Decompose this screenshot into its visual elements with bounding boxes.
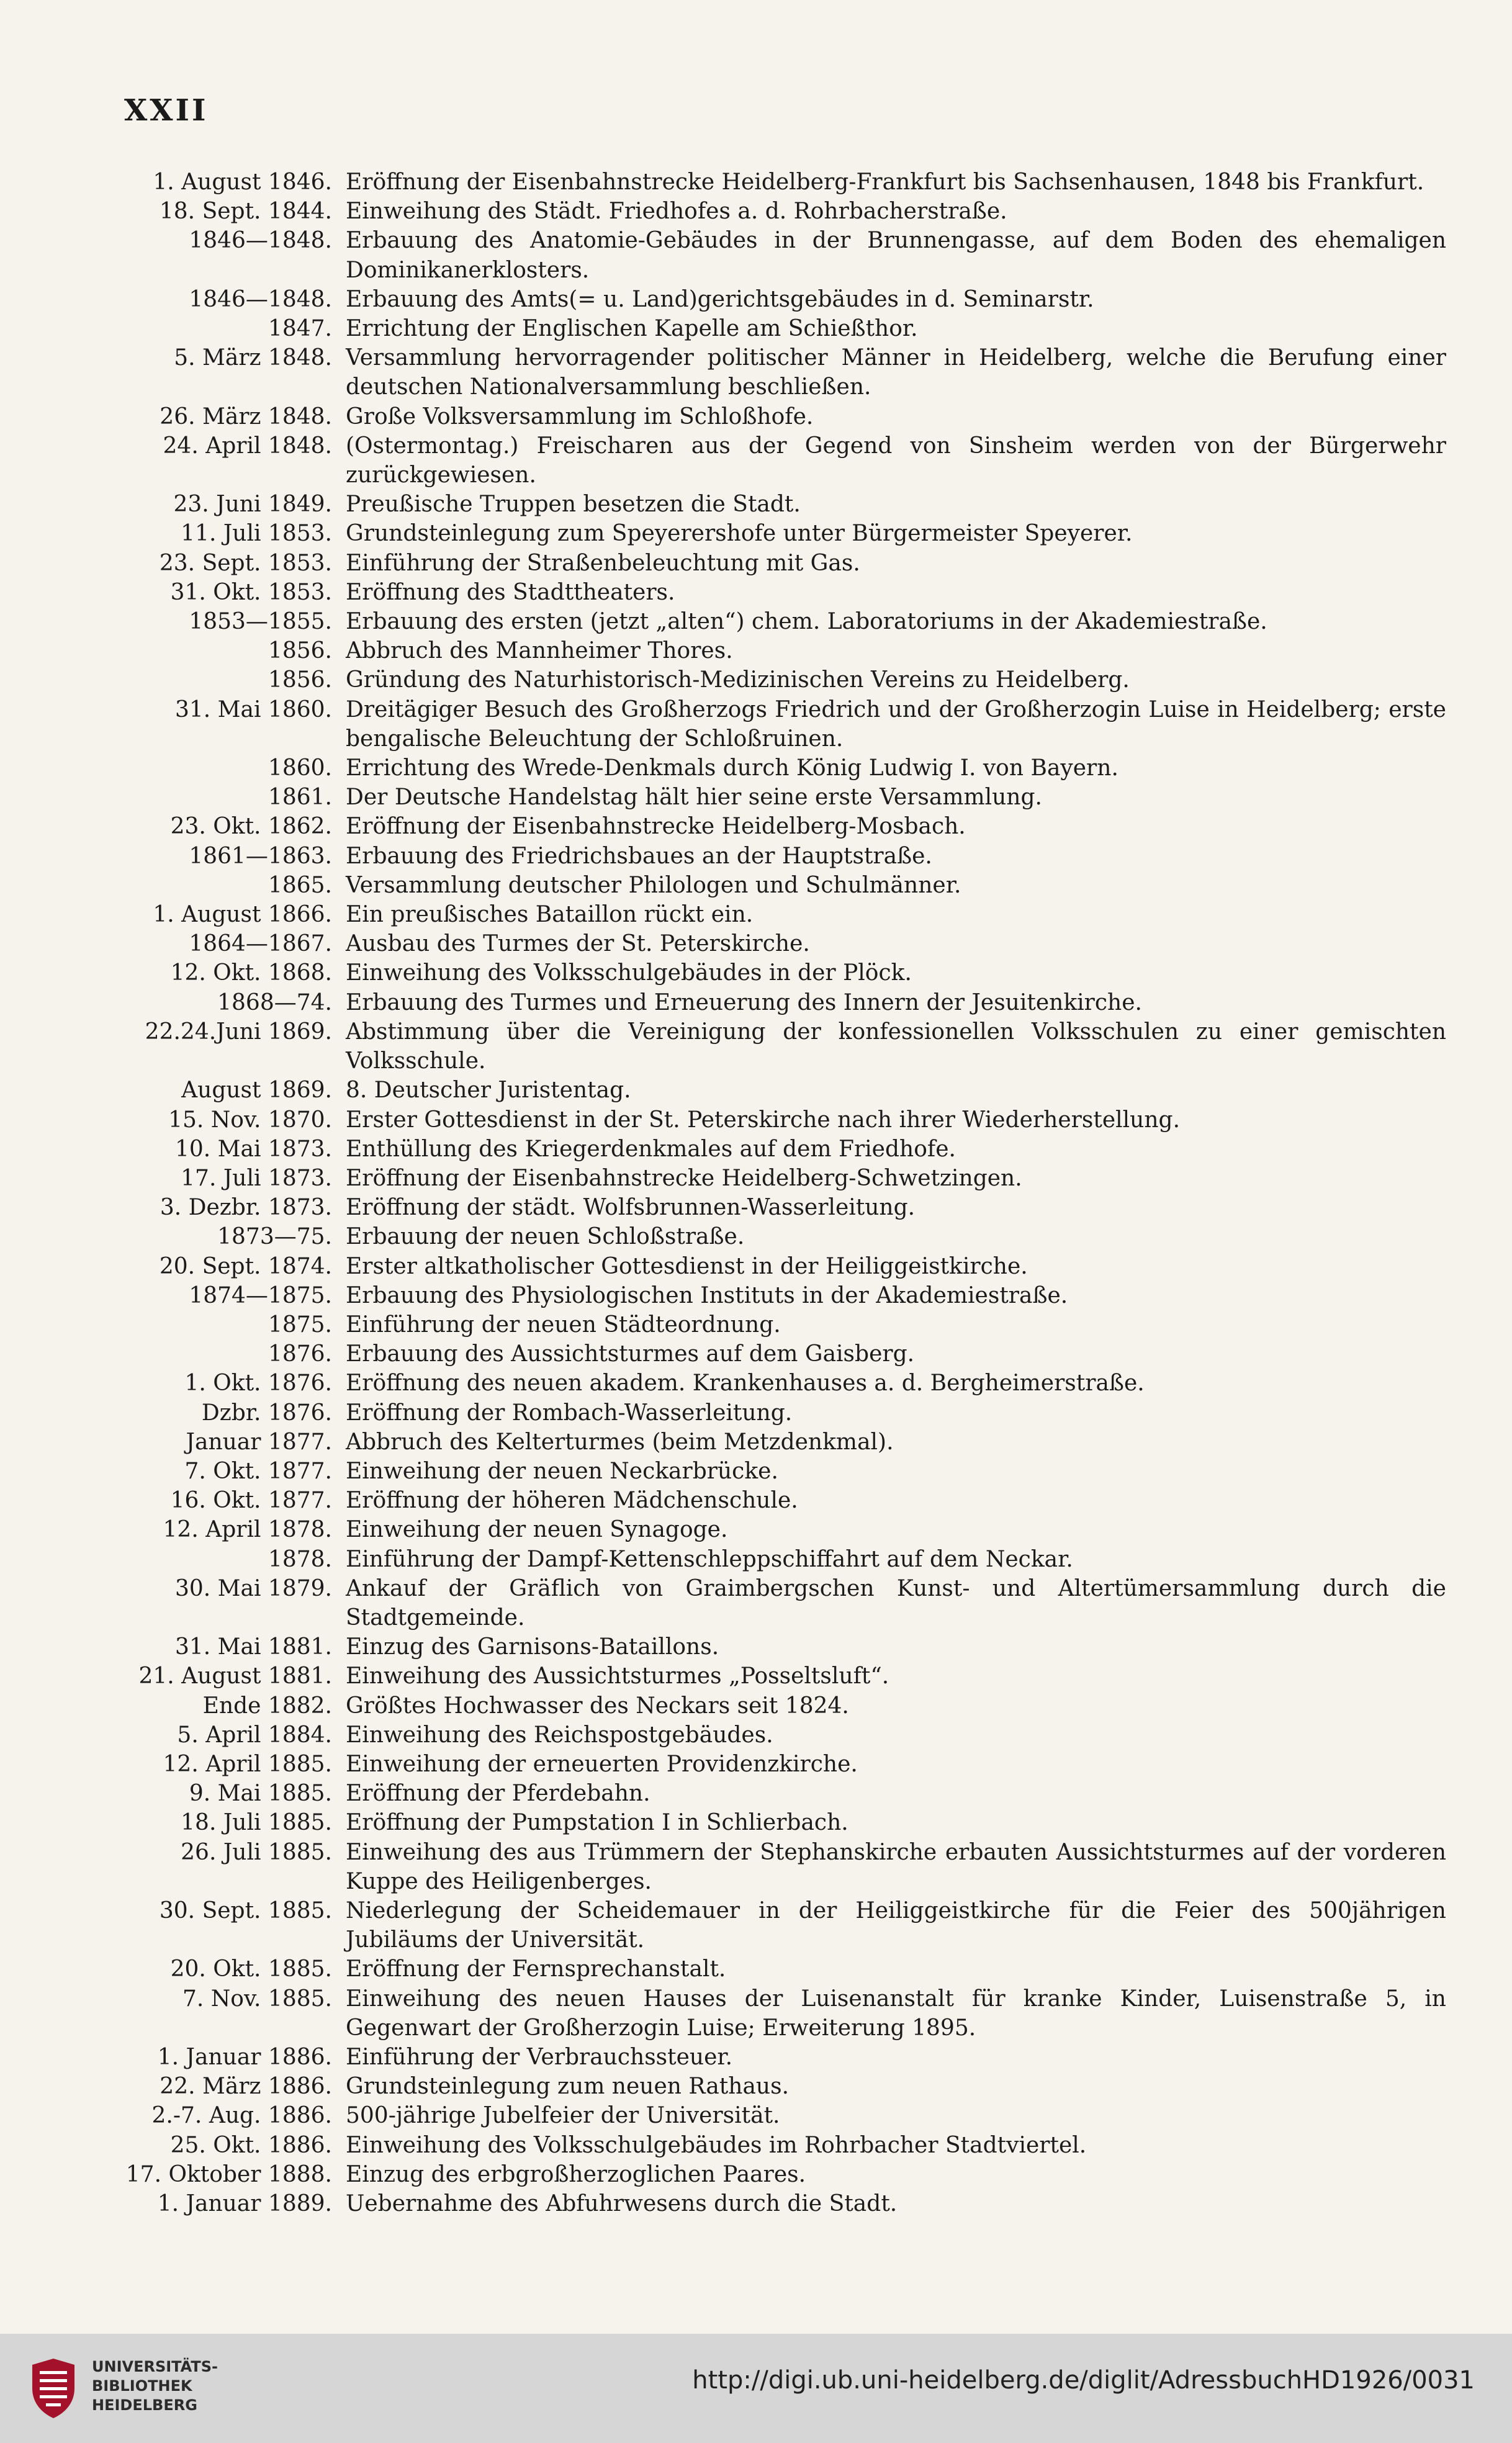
chronicle-entry [106,519,1446,548]
entry-date: 10. Mai 1873. [174,1136,332,1162]
chronicle-entry [106,1486,1446,1515]
chronicle-entry [106,1457,1446,1486]
entry-date: 1876. [268,1341,332,1367]
entry-event: Einweihung des Volksschulgebäudes im Rohrbacher Stadtviertel. [346,2132,1087,2158]
entry-event: Einweihung des Reichspostgebäudes. [346,1722,773,1748]
chronicle-entry [106,2189,1446,2218]
chronicle-entry [106,636,1446,665]
library-name-line: HEIDELBERG [92,2396,197,2414]
chronicle-entry [106,1574,1446,1632]
chronicle-entry [106,1105,1446,1135]
entry-date: 1853—1855. [189,609,332,635]
chronicle-entry [106,1779,1446,1808]
entry-event: (Ostermontag.) Freischaren aus der Gegend von Sinsheim werden von der Bürgerwehr zurückgewiesen. [346,433,1446,488]
entry-event: Erbauung des Amts(= u. Land)gerichtsgebäudes in d. Seminarstr. [346,286,1094,312]
entry-date: 11. Juli 1853. [181,521,332,547]
chronicle-entry [106,285,1446,314]
entry-event: Erbauung der neuen Schloßstraße. [346,1224,745,1250]
entry-date: 12. April 1885. [163,1751,332,1777]
entry-event: Der Deutsche Handelstag hält hier seine erste Versammlung. [346,785,1042,811]
entry-event: Enthüllung des Kriegerdenkmales auf dem Friedhofe. [346,1136,956,1162]
chronicle-entry [106,871,1446,900]
entry-date: 1. August 1846. [153,169,332,195]
entry-date: 1873—75. [217,1224,332,1250]
entry-event: Abstimmung über die Vereinigung der konfessionellen Volksschulen zu einer gemischten Volksschule. [346,1019,1446,1074]
entry-event: Preußische Truppen besetzen die Stadt. [346,492,801,518]
chronicle-entry [106,1721,1446,1750]
entry-event: 8. Deutscher Juristentag. [346,1078,631,1104]
chronicle-entry [106,1896,1446,1955]
entry-event: Grundsteinlegung zum Speyerershofe unter Bürgermeister Speyerer. [346,521,1133,547]
entry-event: Einweihung des Aussichtsturmes „Posseltsluft“. [346,1663,889,1689]
entry-event: Niederlegung der Scheidemauer in der Heiliggeistkirche für die Feier des 500jährigen Jubiläums der Universität. [346,1897,1446,1953]
chronicle-entry [106,1164,1446,1193]
entry-event: Einweihung des neuen Hauses der Luisenanstalt für kranke Kinder, Luisenstraße 5, in Gegenwart der Großherzogin Luise; Erweiterung 1895. [346,1986,1446,2041]
entry-date: 30. Mai 1879. [174,1575,332,1601]
entry-date: 1868—74. [217,989,332,1015]
chronicle-entry [106,607,1446,636]
entry-event: Versammlung deutscher Philologen und Schulmänner. [346,872,961,898]
chronicle-entry [106,1252,1446,1281]
entry-date: Ende 1882. [202,1693,332,1719]
chronicle-entry [106,2160,1446,2189]
entry-date: 23. Okt. 1862. [170,814,332,840]
entry-date: 15. Nov. 1870. [168,1107,332,1133]
chronicle-entry [106,1662,1446,1691]
chronicle-entry [106,900,1446,929]
chronicle-entry [106,695,1446,754]
entry-event: Eröffnung der städt. Wolfsbrunnen-Wasserleitung. [346,1195,916,1221]
entry-event: Abbruch des Kelterturmes (beim Metzdenkmal). [346,1429,894,1455]
chronicle-entry [106,168,1446,197]
chronicle-entry [106,1428,1446,1457]
entry-date: 1860. [268,755,332,781]
entry-event: Einweihung der neuen Neckarbrücke. [346,1458,778,1484]
entry-event: Einweihung der erneuerten Providenzkirche. [346,1751,858,1777]
entry-event: Ein preußisches Bataillon rückt ein. [346,902,754,928]
entry-date: 20. Okt. 1885. [170,1956,332,1982]
entry-event: Einführung der neuen Städteordnung. [346,1311,781,1338]
source-url-link[interactable]: http://digi.ub.uni-heidelberg.de/diglit/AdressbuchHD1926/0031 [692,2366,1475,2395]
entry-date: 18. Juli 1885. [181,1810,332,1836]
entry-date: 17. Oktober 1888. [125,2161,332,2187]
entry-event: Einzug des Garnisons-Bataillons. [346,1634,719,1660]
entry-date: 16. Okt. 1877. [170,1488,332,1514]
entry-event: Eröffnung der Eisenbahnstrecke Heidelberg-Frankfurt bis Sachsenhausen, 1848 bis Frankfurt. [346,169,1424,195]
chronicle-entry [106,1750,1446,1779]
entry-event: Erbauung des Physiologischen Instituts in der Akademiestraße. [346,1282,1068,1308]
entry-event: Eröffnung der Pumpstation I in Schlierbach. [346,1810,848,1836]
chronicle-entry [106,1545,1446,1574]
entry-date: 22.24.Juni 1869. [145,1019,332,1045]
library-seal-icon [25,2356,82,2421]
entry-date: 20. Sept. 1874. [159,1253,332,1279]
chronicle-entry [106,1222,1446,1251]
entry-event: Einführung der Dampf-Kettenschleppschiffahrt auf dem Neckar. [346,1546,1073,1572]
chronicle-entry [106,2043,1446,2072]
chronicle-entry [106,754,1446,783]
entry-event: Errichtung des Wrede-Denkmals durch König Ludwig I. von Bayern. [346,755,1118,781]
entry-date: 12. Okt. 1868. [170,960,332,986]
entry-event: Erster Gottesdienst in der St. Peterskirche nach ihrer Wiederherstellung. [346,1107,1181,1133]
entry-date: 1865. [268,872,332,898]
entry-event: Eröffnung des Stadttheaters. [346,579,675,605]
entry-event: Dreitägiger Besuch des Großherzogs Friedrich und der Großherzogin Luise in Heidelberg; erste bengalische Beleuchtung der Schloßruinen. [346,696,1446,752]
chronicle-entry [106,1310,1446,1339]
chronicle-entry [106,1193,1446,1222]
entry-event: Erster altkatholischer Gottesdienst in der Heiliggeistkirche. [346,1253,1028,1279]
entry-event: Ankauf der Gräflich von Graimbergschen Kunst- und Altertümersammlung durch die Stadtgemeinde. [346,1575,1446,1631]
entry-date: 21. August 1881. [138,1663,332,1689]
chronicle-entry [106,226,1446,284]
entry-date: 3. Dezbr. 1873. [160,1195,332,1221]
entry-date: 17. Juli 1873. [181,1165,332,1191]
entry-date: 31. Mai 1881. [174,1634,332,1660]
entry-event: Einweihung der neuen Synagoge. [346,1517,728,1543]
library-name-line: BIBLIOTHEK [92,2377,192,2395]
entry-date: 1856. [268,667,332,693]
entry-date: 1856. [268,638,332,664]
entry-event: Einweihung des aus Trümmern der Stephanskirche erbauten Aussichtsturmes auf der vorderen Kuppe des Heiligenberges. [346,1839,1446,1894]
entry-event: Versammlung hervorragender politischer Männer in Heidelberg, welche die Berufung einer deutschen Nationalversammlung beschließen. [346,345,1446,400]
chronicle-entry [106,402,1446,431]
entry-date: 1. Januar 1886. [157,2045,332,2070]
library-name [92,2357,218,2415]
entry-event: Eröffnung der Pferdebahn. [346,1781,650,1807]
entry-event: Gründung des Naturhistorisch-Medizinischen Vereins zu Heidelberg. [346,667,1130,693]
entry-event: Einführung der Verbrauchssteuer. [346,2045,733,2070]
entry-event: Erbauung des Friedrichsbaues an der Hauptstraße. [346,843,932,869]
entry-date: 1846—1848. [189,286,332,312]
chronicle-entry [106,1984,1446,2043]
page-number: XXII [124,93,209,128]
entry-date: 1874—1875. [189,1282,332,1308]
entry-date: 18. Sept. 1844. [159,199,332,225]
entry-event: Ausbau des Turmes der St. Peterskirche. [346,931,810,957]
chronicle-entry [106,1369,1446,1398]
chronicle-entry [106,1339,1446,1369]
chronicle-entry [106,2101,1446,2130]
chronicle-entry [106,958,1446,988]
chronicle-entry [106,1808,1446,1837]
chronicle-entry [106,1632,1446,1662]
entry-date: 1875. [268,1311,332,1338]
entry-event: Einweihung des Städt. Friedhofes a. d. Rohrbacherstraße. [346,199,1007,225]
entry-date: 24. April 1848. [163,433,332,459]
entry-date: 30. Sept. 1885. [159,1897,332,1923]
chronicle-entry [106,314,1446,343]
entry-date: 12. April 1878. [163,1517,332,1543]
entry-date: 1847. [268,316,332,342]
entry-date: Januar 1877. [186,1429,332,1455]
chronicle-entry [106,578,1446,607]
entry-date: 1. Okt. 1876. [184,1370,332,1397]
entry-event: Grundsteinlegung zum neuen Rathaus. [346,2074,790,2100]
chronicle-entry [106,2131,1446,2160]
chronicle-entry [106,1281,1446,1310]
chronicle-entry [106,665,1446,695]
entry-date: 1864—1867. [189,931,332,957]
entry-event: Eröffnung der höheren Mädchenschule. [346,1488,798,1514]
entry-date: 23. Juni 1849. [173,492,332,518]
chronicle-entry [106,988,1446,1017]
entry-event: Abbruch des Mannheimer Thores. [346,638,733,664]
entry-date: 31. Okt. 1853. [170,579,332,605]
viewer-footer [0,2334,1512,2443]
chronicle-entry [106,197,1446,226]
entry-date: 22. März 1886. [160,2074,332,2100]
chronicle-entry [106,490,1446,519]
entry-event: Erbauung des ersten (jetzt „alten“) chem. Laboratoriums in der Akademiestraße. [346,609,1267,635]
entry-date: 1861—1863. [189,843,332,869]
chronicle-entry [106,1955,1446,1984]
chronicle-entry [106,1838,1446,1896]
entry-event: Erbauung des Aussichtsturmes auf dem Gaisberg. [346,1341,915,1367]
entry-event: Eröffnung der Rombach-Wasserleitung. [346,1400,793,1426]
entry-date: 1878. [268,1546,332,1572]
entry-date: 7. Nov. 1885. [182,1986,332,2012]
entry-date: 1. August 1866. [153,902,332,928]
chronicle-entry [106,1398,1446,1428]
chronicle-entry [106,2072,1446,2101]
entry-date: 5. März 1848. [174,345,332,371]
entry-date: 31. Mai 1860. [174,696,332,722]
chronicle-entry [106,783,1446,812]
library-name-line: UNIVERSITÄTS- [92,2358,218,2375]
chronicle-entry [106,1017,1446,1076]
entry-event: Größtes Hochwasser des Neckars seit 1824. [346,1693,849,1719]
entry-date: 1. Januar 1889. [157,2191,332,2217]
chronicle-entry [106,1135,1446,1164]
chronicle-entry [106,842,1446,871]
chronicle-entry [106,549,1446,578]
entry-event: 500-jährige Jubelfeier der Universität. [346,2103,780,2129]
entry-date: 25. Okt. 1886. [170,2132,332,2158]
entry-date: 1861. [268,785,332,811]
entry-event: Erbauung des Anatomie-Gebäudes in der Brunnengasse, auf dem Boden des ehemaligen Dominikanerklosters. [346,228,1446,283]
entry-event: Eröffnung der Fernsprechanstalt. [346,1956,726,1982]
entry-event: Erbauung des Turmes und Erneuerung des Innern der Jesuitenkirche. [346,989,1142,1015]
entry-event: Errichtung der Englischen Kapelle am Schießthor. [346,316,918,342]
entry-date: 2.-7. Aug. 1886. [151,2103,332,2129]
entry-date: 23. Sept. 1853. [159,550,332,576]
entry-date: Dzbr. 1876. [201,1400,332,1426]
entry-date: August 1869. [181,1078,332,1104]
entry-date: 1846—1848. [189,228,332,254]
entry-event: Einzug des erbgroßherzoglichen Paares. [346,2161,806,2187]
chronicle-list [106,168,1446,2218]
chronicle-entry [106,343,1446,402]
chronicle-entry [106,812,1446,841]
entry-event: Uebernahme des Abfuhrwesens durch die Stadt. [346,2191,898,2217]
chronicle-entry [106,431,1446,490]
entry-event: Einführung der Straßenbeleuchtung mit Gas. [346,550,860,576]
entry-event: Einweihung des Volksschulgebäudes in der Plöck. [346,960,912,986]
entry-event: Große Volksversammlung im Schloßhofe. [346,403,814,430]
entry-event: Eröffnung der Eisenbahnstrecke Heidelberg-Schwetzingen. [346,1165,1022,1191]
entry-date: 26. März 1848. [160,403,332,430]
entry-date: 9. Mai 1885. [189,1781,332,1807]
chronicle-entry [106,1076,1446,1105]
entry-event: Eröffnung der Eisenbahnstrecke Heidelberg-Mosbach. [346,814,966,840]
entry-date: 26. Juli 1885. [181,1839,332,1865]
chronicle-entry [106,1691,1446,1721]
chronicle-entry [106,929,1446,958]
entry-date: 5. April 1884. [177,1722,332,1748]
chronicle-entry [106,1515,1446,1544]
entry-date: 7. Okt. 1877. [184,1458,332,1484]
entry-event: Eröffnung des neuen akadem. Krankenhauses a. d. Bergheimerstraße. [346,1370,1145,1397]
